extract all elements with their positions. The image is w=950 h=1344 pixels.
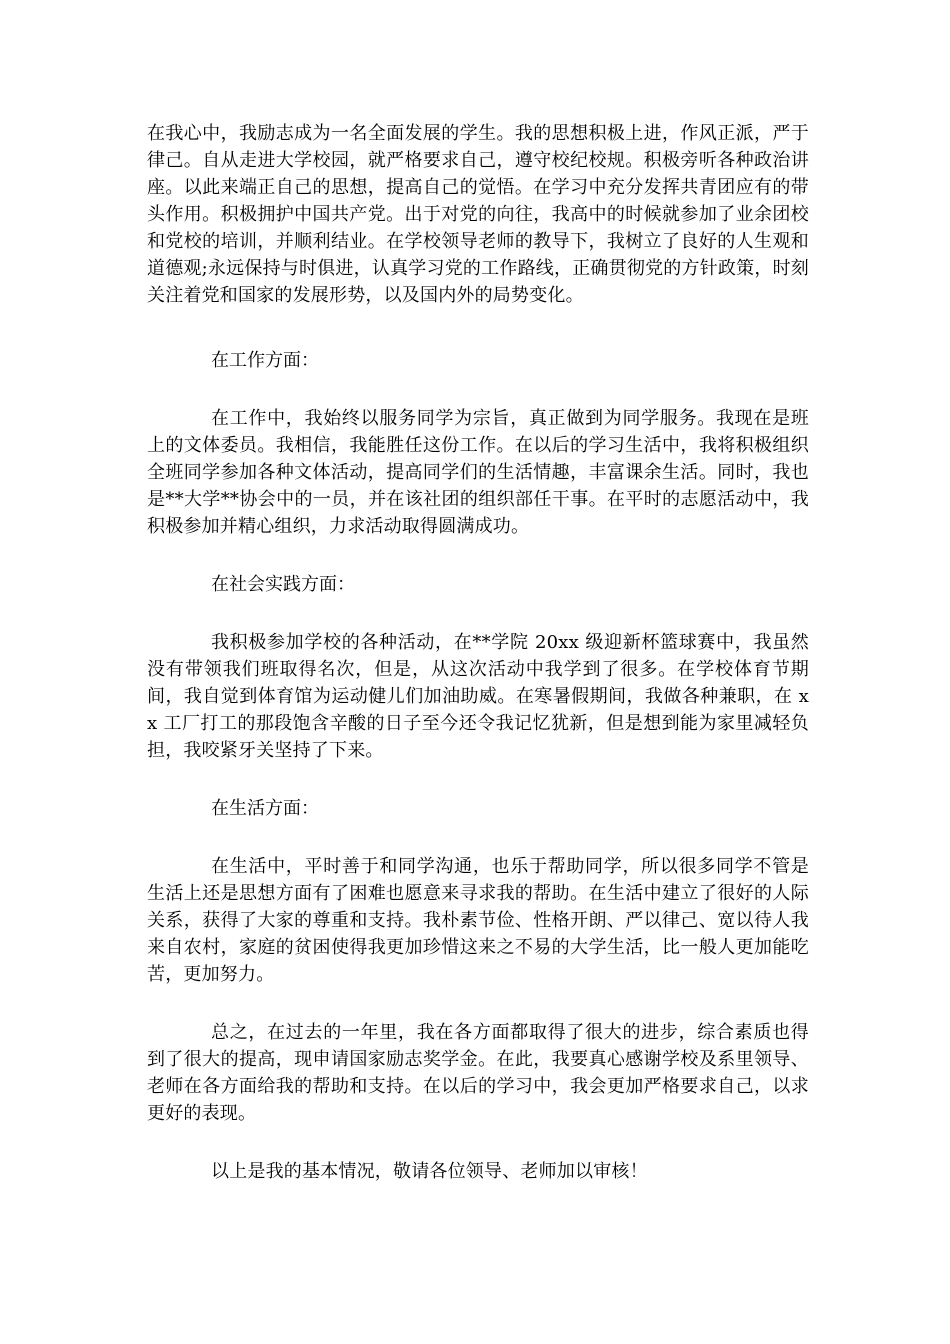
spacer (147, 764, 809, 795)
spacer (147, 988, 809, 1019)
spacer (147, 1127, 809, 1158)
life-paragraph: 在生活中，平时善于和同学沟通，也乐于帮助同学，所以很多同学不管是生活上还是思想方面有了困难也愿意来寻求我的帮助。在生活中建立了很好的人际关系，获得了大家的尊重和支持。我朴素节俭、性格开朗、严以律己、宽以待人我来自农村，家庭的贫困使得我更加珍惜这来之不易的大学生活，比一般人更加能吃苦，更加努力。 (147, 856, 809, 985)
summary-paragraph: 总之，在过去的一年里，我在各方面都取得了很大的进步，综合素质也得到了很大的提高，现申请国家励志奖学金。在此，我要真心感谢学校及系里领导、老师在各方面给我的帮助和支持。在以后的学习中，我会更加严格要求自己，以求更好的表现。 (147, 1022, 809, 1124)
closing-paragraph: 以上是我的基本情况，敬请各位领导、老师加以审核！ (211, 1161, 648, 1182)
spacer (147, 540, 809, 571)
work-paragraph: 在工作中，我始终以服务同学为宗旨，真正做到为同学服务。我现在是班上的文体委员。我相信，我能胜任这份工作。在以后的学习生活中，我将积极组织全班同学参加各种文体活动，提高同学们的生活情趣，丰富课余生活。同时，我也是**大学**协会中的一员，并在该社团的组织部任干事。在平时的志愿活动中，我积极参加并精心组织，力求活动取得圆满成功。 (147, 408, 809, 537)
spacer (147, 822, 809, 853)
life-heading: 在生活方面： (211, 798, 319, 819)
social-practice-heading: 在社会实践方面： (211, 574, 355, 595)
social-practice-paragraph: 我积极参加学校的各种活动，在**学院 20xx 级迎新杯篮球赛中，我虽然没有带领我们班取得名次，但是，从这次活动中我学到了很多。在学校体育节期间，我自觉到体育馆为运动健儿们加油助威。在寒暑假期间，我做各种兼职，在 xx 工厂打工的那段饱含辛酸的日子至今还令我记忆犹新，但是想到能为家里减轻负担，我咬紧牙关坚持了下来。 (147, 632, 809, 761)
spacer (147, 374, 809, 405)
spacer (147, 598, 809, 629)
document-body (147, 120, 809, 1185)
work-heading: 在工作方面： (211, 350, 319, 371)
intro-paragraph: 在我心中，我励志成为一名全面发展的学生。我的思想积极上进，作风正派，严于律己。自从走进大学校园，就严格要求自己，遵守校纪校规。积极旁听各种政治讲座。以此来端正自己的思想，提高自己的觉悟。在学习中充分发挥共青团应有的带头作用。积极拥护中国共产党。出于对党的向往，我高中的时候就参加了业余团校和党校的培训，并顺利结业。在学校领导老师的教导下，我树立了良好的人生观和道德观;永远保持与时俱进，认真学习党的工作路线，正确贯彻党的方针政策，时刻关注着党和国家的发展形势，以及国内外的局势变化。 (147, 123, 809, 306)
spacer (147, 309, 809, 347)
